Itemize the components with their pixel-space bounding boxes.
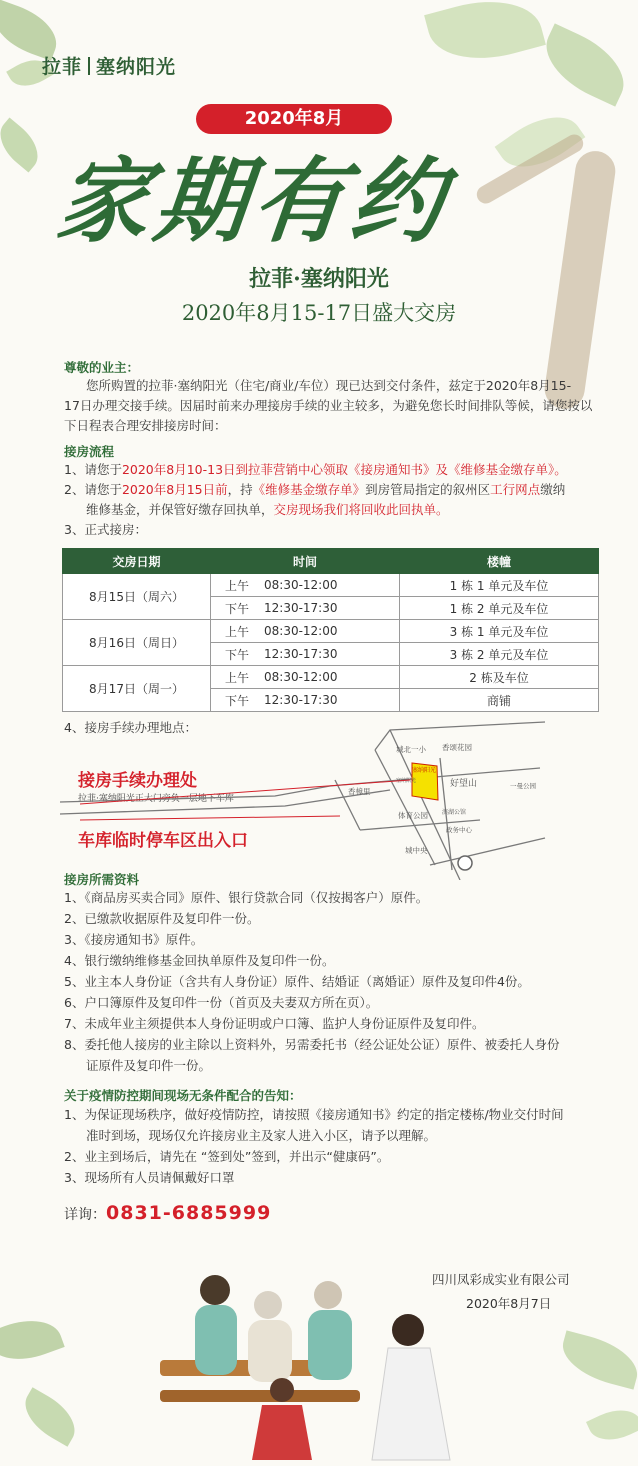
roundabout-icon: [458, 856, 472, 870]
contact-info: [64, 1202, 271, 1224]
leaf-decoration: [534, 23, 637, 106]
logo-brand: 拉菲: [42, 56, 83, 78]
cell-building: 3 栋 1 单元及车位: [400, 620, 599, 643]
figure-grandmother: [314, 1281, 342, 1309]
process-step-2-cont: 维修基金，并保管好缴存回执单，交房现场我们将回收此回执单。: [86, 502, 449, 517]
leaf-decoration: [16, 1387, 85, 1446]
notice-heading: 关于疫情防控期间现场无条件配合的告知：: [64, 1088, 302, 1103]
location-map: [60, 720, 560, 880]
list-item: 证原件及复印件一份。: [86, 1058, 212, 1073]
cell-period: 下午: [211, 643, 264, 666]
map-label: 一曼公园: [510, 782, 536, 790]
leaf-decoration: [586, 1401, 638, 1449]
process-step-1: 1、请您于2020年8月10-13日到拉菲营销中心领取《接房通知书》及《维修基金缴存单》。: [64, 462, 567, 477]
col-header-building: 楼幢: [400, 549, 599, 574]
bench-seat: [160, 1390, 360, 1402]
leaf-decoration: [0, 117, 48, 172]
map-label: 香樟里: [348, 787, 371, 796]
materials-heading: 接房所需资料: [64, 872, 140, 887]
map-label: 城北一小: [396, 745, 426, 754]
list-item: 4、银行缴纳维修基金回执单原件及复印件一份。: [64, 953, 335, 968]
date-badge: 2020年8月: [196, 104, 392, 134]
intro-line: 17日办理交接手续。因届时前来办理接房手续的业主较多，为避免您长时间排队等候，请您按以: [64, 398, 593, 413]
list-item: 8、委托他人接房的业主除以上资料外，另需委托书（经公证处公证）原件、被委托人身份: [64, 1037, 560, 1052]
col-header-time: 时间: [211, 549, 400, 574]
list-item: 6、户口簿原件及复印件一份（首页及夫妻双方所在页）。: [64, 995, 379, 1010]
parking-pointer: [80, 816, 340, 820]
figure-mother-dress: [372, 1348, 450, 1460]
page-title: 家期有约: [51, 147, 455, 255]
process-step-2: 2、请您于2020年8月15日前，持《维修基金缴存单》到房管局指定的叙州区工行网点缴纳: [64, 482, 566, 497]
map-label: 体育公园: [398, 811, 428, 820]
brand-logo: [42, 52, 176, 79]
cell-period: 下午: [211, 689, 264, 712]
figure-child-dress: [252, 1405, 312, 1460]
figure-father: [200, 1275, 230, 1305]
company-name: 四川凤彩成实业有限公司: [432, 1272, 570, 1287]
cell-time: 08:30-12:00: [263, 666, 400, 689]
issue-date: 2020年8月7日: [466, 1296, 552, 1311]
list-item: 3、现场所有人员请佩戴好口罩: [64, 1170, 235, 1185]
map-label: 政务中心: [446, 826, 472, 834]
figure-grandmother-body: [308, 1310, 352, 1380]
schedule-table: [62, 548, 599, 712]
process-step-3: 3、正式接房：: [64, 522, 147, 537]
intro-text: [64, 376, 624, 436]
cell-building: 商铺: [400, 689, 599, 712]
greeting: 尊敬的业主：: [64, 360, 140, 375]
process-list: [64, 460, 624, 540]
cell-time: 12:30-17:30: [263, 643, 400, 666]
family-illustration: [150, 1260, 480, 1466]
process-heading: 接房流程: [64, 444, 115, 459]
callout-subtitle: 拉菲·塞纳阳光正大门旁负一层地下车库: [78, 794, 234, 804]
figure-grandfather: [254, 1291, 282, 1319]
list-item: 1、为保证现场秩序，做好疫情防控，请按照《接房通知书》约定的指定楼栋/物业交付时间: [64, 1107, 564, 1122]
table-row: [63, 574, 599, 597]
map-label: 塞纳阳光: [396, 778, 417, 784]
cell-time: 08:30-12:00: [263, 574, 400, 597]
cell-period: 上午: [211, 666, 264, 689]
logo-divider: [88, 57, 90, 75]
cell-building: 3 栋 2 单元及车位: [400, 643, 599, 666]
contact-label: 详询：: [64, 1207, 106, 1223]
col-header-date: 交房日期: [63, 549, 211, 574]
delivery-date-subtitle: 2020年8月15-17日盛大交房: [181, 301, 457, 325]
project-subtitle: 拉菲·塞纳阳光: [249, 266, 389, 292]
leaf-decoration: [424, 0, 546, 73]
table-row: [63, 666, 599, 689]
cell-period: 上午: [211, 574, 264, 597]
cell-building: 1 栋 2 单元及车位: [400, 597, 599, 620]
list-item: 3、《接房通知书》原件。: [64, 932, 204, 947]
map-label: 城中央: [405, 846, 428, 855]
cell-date: 8月17日（周一）: [63, 666, 211, 712]
list-item: 7、未成年业主须提供本人身份证明或户口簿、监护人身份证原件及复印件。: [64, 1016, 485, 1031]
leaf-decoration: [556, 1330, 638, 1389]
list-item: 2、已缴款收据原件及复印件一份。: [64, 911, 260, 926]
materials-list: [64, 887, 624, 1076]
logo-project: 塞纳阳光: [96, 56, 177, 78]
table-row: [63, 620, 599, 643]
cell-building: 2 栋及车位: [400, 666, 599, 689]
contact-phone[interactable]: 0831-6885999: [106, 1202, 272, 1224]
map-label: 好望山: [450, 779, 478, 789]
map-label: 香颂花园: [442, 743, 472, 752]
table-header-row: [63, 549, 599, 574]
parking-entrance: 车库临时停车区出入口: [78, 831, 248, 851]
list-item: 5、业主本人身份证（含共有人身份证）原件、结婚证（离婚证）原件及复印件4份。: [64, 974, 530, 989]
cell-time: 08:30-12:00: [263, 620, 400, 643]
location-heading: 4、接房手续办理地点：: [64, 720, 197, 735]
callout-title: 接房手续办理处: [78, 771, 197, 791]
map-label: 滨湖公馆: [442, 809, 467, 816]
cell-date: 8月15日（周六）: [63, 574, 211, 620]
list-item: 2、业主到场后，请先在 “签到处”签到，并出示“健康码”。: [64, 1149, 390, 1164]
notice-list: [64, 1104, 624, 1188]
figure-father-body: [195, 1305, 237, 1375]
figure-mother: [392, 1314, 424, 1346]
intro-line: 下日程表合理安排接房时间：: [64, 418, 227, 433]
list-item: 1、《商品房买卖合同》原件、银行贷款合同（仅按揭客户）原件。: [64, 890, 429, 905]
cell-date: 8月16日（周日）: [63, 620, 211, 666]
cell-period: 下午: [211, 597, 264, 620]
figure-child: [270, 1378, 294, 1402]
cell-period: 上午: [211, 620, 264, 643]
cell-building: 1 栋 1 单元及车位: [400, 574, 599, 597]
cell-time: 12:30-17:30: [263, 597, 400, 620]
map-label: 塞纳阳光: [412, 767, 437, 774]
intro-line: 您所购置的拉菲·塞纳阳光（住宅/商业/车位）现已达到交付条件，兹定于2020年8月15-: [86, 378, 572, 393]
figure-grandfather-body: [248, 1320, 292, 1382]
list-item: 准时到场，现场仅允许接房业主及家人进入小区，请予以理解。: [86, 1128, 437, 1143]
cell-time: 12:30-17:30: [263, 689, 400, 712]
leaf-decoration: [0, 1309, 65, 1371]
